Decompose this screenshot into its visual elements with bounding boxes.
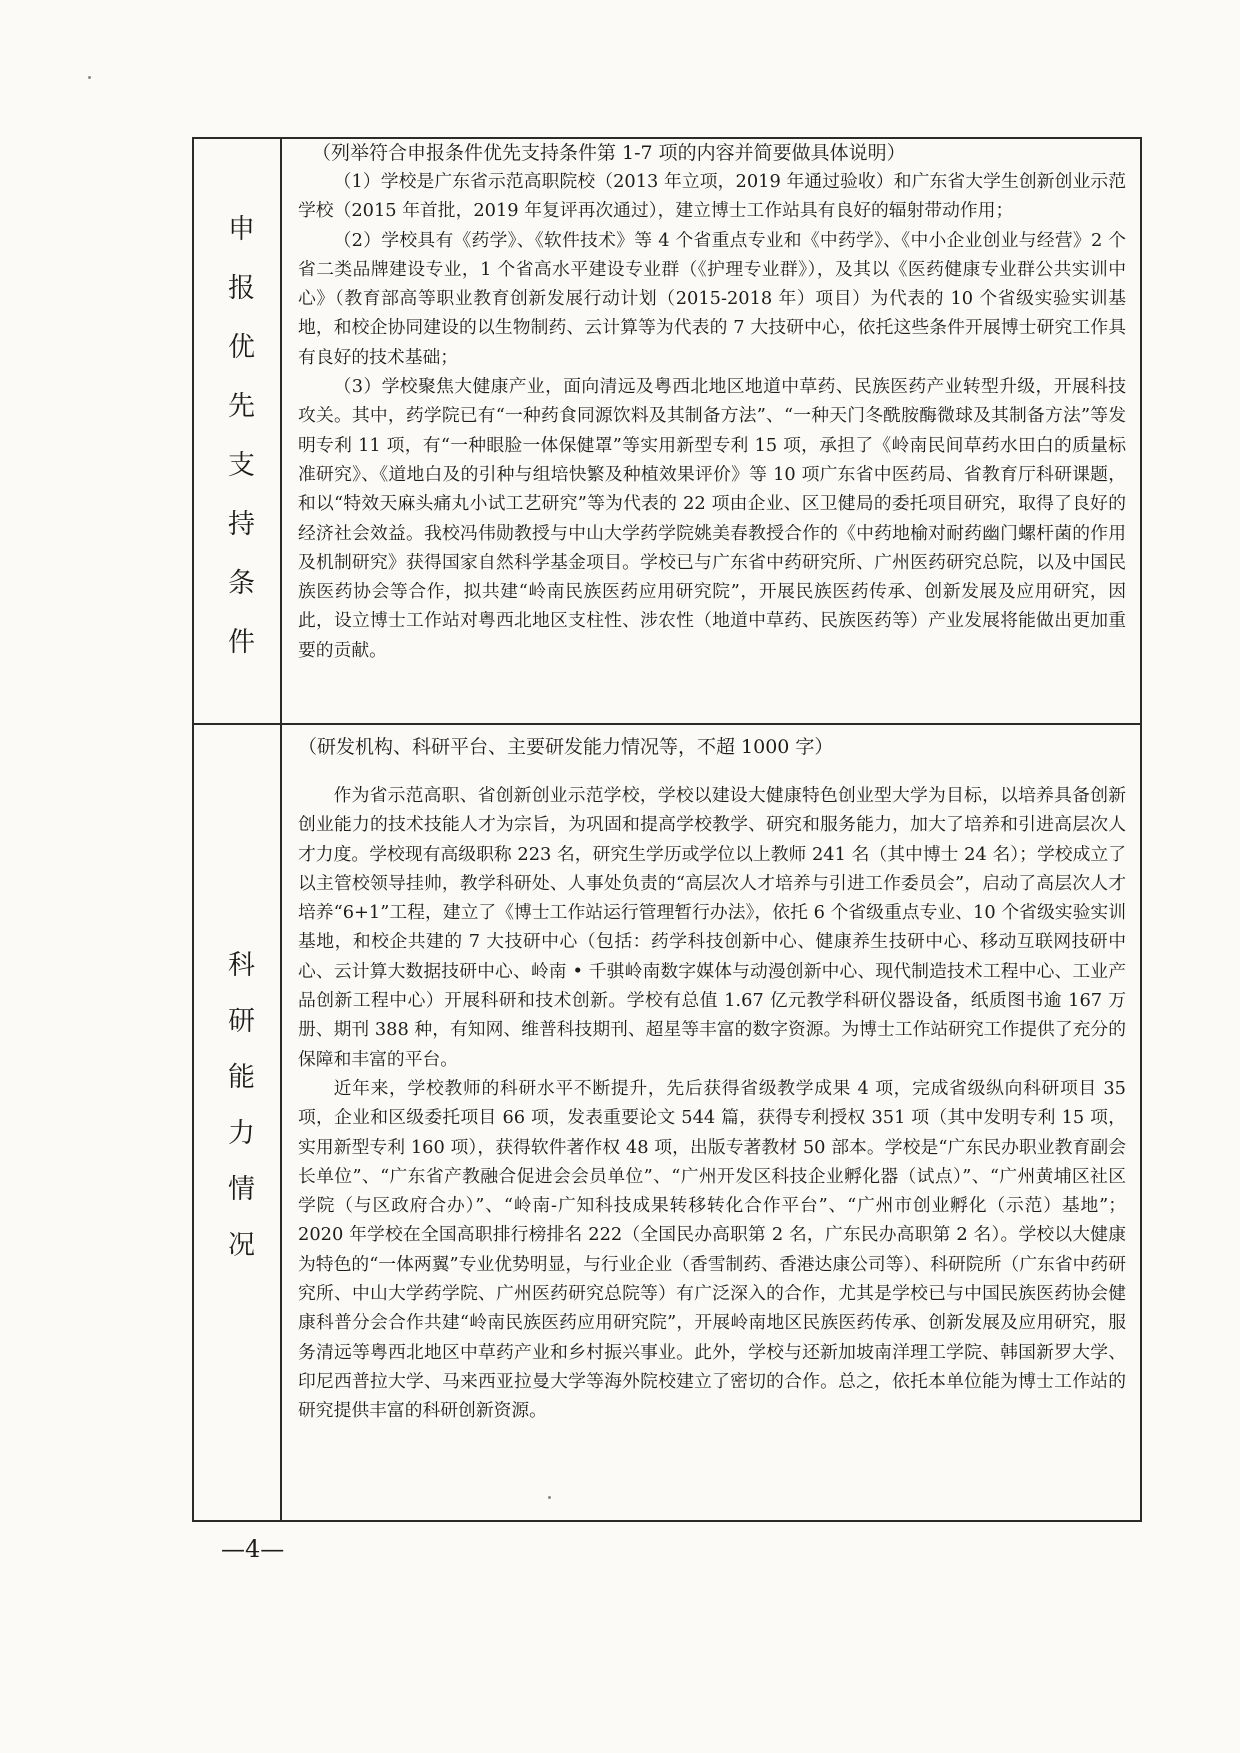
application-form-table xyxy=(192,137,1142,1522)
scan-speck xyxy=(88,76,91,79)
scan-speck xyxy=(548,1496,551,1499)
priority-conditions-content xyxy=(282,139,1140,723)
research-capacity-content xyxy=(282,725,1140,1520)
priority-conditions-label-cell xyxy=(194,139,282,723)
page-number: —4— xyxy=(221,1535,285,1563)
priority-condition-item-2: （2）学校具有《药学》、《软件技术》等 4 个省重点专业和《中药学》、《中小企业创业与经营》2 个省二类品牌建设专业，1 个省高水平建设专业群（《护理专业群》），及其以《医药健康专业群公共实训中心》（教育部高等职业教育创新发展行动计划（2015-2018 年）项目）为代表的 10 个省级实验实训基地，和校企协同建设的以生物制药、云计算等为代表的 7 大技研中心，依托这些条件开展博士研究工作具有良好的技术基础； xyxy=(298,229,1126,368)
priority-conditions-row xyxy=(194,139,1140,723)
research-capacity-note: （研发机构、科研平台、主要研发能力情况等，不超 1000 字） xyxy=(298,736,834,758)
research-capacity-paragraph-2: 近年来，学校教师的科研水平不断提升，先后获得省级教学成果 4 项，完成省级纵向科研项目 35 项，企业和区级委托项目 66 项，发表重要论文 544 篇，获得专利授权 351 项（其中发明专利 15 项，实用新型专利 160 项），获得软件著作权 48 项，出版专著教材 50 部本。学校是“广东民办职业教育副会长单位”、“广东省产教融合促进会会员单位”、“广州开发区科技企业孵化器（试点）”、“广州黄埔区社区学院（与区政府合办）”、“岭南-广知科技成果转移转化合作平台”、“广州市创业孵化（示范）基地”；2020 年学校在全国高职排行榜排名 222（全国民办高职第 2 名，广东民办高职第 2 名）。学校以大健康为特色的“一体两翼”专业优势明显，与行业企业（香雪制药、香港达康公司等）、科研院所（广东省中药研究所、中山大学药学院、广州医药研究总院等）有广泛深入的合作，尤其是学校已与中国民族医药协会健康科普分会合作共建“岭南民族医药应用研究院”，开展岭南地区民族医药传承、创新发展及应用研究，服务清远等粤西北地区中草药产业和乡村振兴事业。此外，学校与还新加坡南洋理工学院、韩国新罗大学、印尼西普拉大学、马来西亚拉曼大学等海外院校建立了密切的合作。总之，依托本单位能为博士工作站的研究提供丰富的科研创新资源。 xyxy=(298,1077,1126,1422)
priority-condition-item-3: （3）学校聚焦大健康产业，面向清远及粤西北地区地道中草药、民族医药产业转型升级，开展科技攻关。其中，药学院已有“一种药食同源饮料及其制备方法”、“一种天门冬酰胺酶微球及其制备方法”等发明专利 11 项，有“一种眼脸一体保健罩”等实用新型专利 15 项，承担了《岭南民间草药水田白的质量标准研究》、《道地白及的引种与组培快繁及种植效果评价》等 10 项广东省中医药局、省教育厅科研课题，和以“特效天麻头痛丸小试工艺研究”等为代表的 22 项由企业、区卫健局的委托项目研究，取得了良好的经济社会效益。我校冯伟勋教授与中山大学药学院姚美春教授合作的《中药地榆对耐药幽门螺杆菌的作用及机制研究》获得国家自然科学基金项目。学校已与广东省中药研究所、广州医药研究总院，以及中国民族医药协会等合作，拟共建“岭南民族医药应用研究院”，开展民族医药传承、创新发展及应用研究，因此，设立博士工作站对粤西北地区支柱性、涉农性（地道中草药、民族医药等）产业发展将能做出更加重要的贡献。 xyxy=(298,376,1126,661)
research-capacity-row xyxy=(194,723,1140,1520)
priority-condition-item-1: （1）学校是广东省示范高职院校（2013 年立项，2019 年通过验收）和广东省大学生创新创业示范学校（2015 年首批，2019 年复评再次通过），建立博士工作站具有良好的辐射带动作用； xyxy=(298,171,1126,222)
priority-conditions-note: （列举符合申报条件优先支持条件第 1-7 项的内容并简要做具体说明） xyxy=(312,142,906,164)
research-capacity-label: 科研能力情况 xyxy=(223,950,254,1286)
research-capacity-label-cell xyxy=(194,725,282,1520)
priority-conditions-label: 申报优先支持条件 xyxy=(223,214,254,686)
research-capacity-paragraph-1: 作为省示范高职、省创新创业示范学校，学校以建设大健康特色创业型大学为目标，以培养具备创新创业能力的技术技能人才为宗旨，为巩固和提高学校教学、研究和服务能力，加大了培养和引进高层次人才力度。学校现有高级职称 223 名，研究生学历或学位以上教师 241 名（其中博士 24 名）；学校成立了以主管校领导挂帅，教学科研处、人事处负责的“高层次人才培养与引进工作委员会”，启动了高层次人才培养“6+1”工程，建立了《博士工作站运行管理暂行办法》，依托 6 个省级重点专业、10 个省级实验实训基地，和校企共建的 7 大技研中心（包括：药学科技创新中心、健康养生技研中心、移动互联网技研中心、云计算大数据技研中心、岭南 • 千骐岭南数字媒体与动漫创新中心、现代制造技术工程中心、工业产品创新工程中心）开展科研和技术创新。学校有总值 1.67 亿元教学科研仪器设备，纸质图书逾 167 万册、期刊 388 种，有知网、维普科技期刊、超星等丰富的数字资源。为博士工作站研究工作提供了充分的保障和丰富的平台。 xyxy=(298,785,1126,1070)
